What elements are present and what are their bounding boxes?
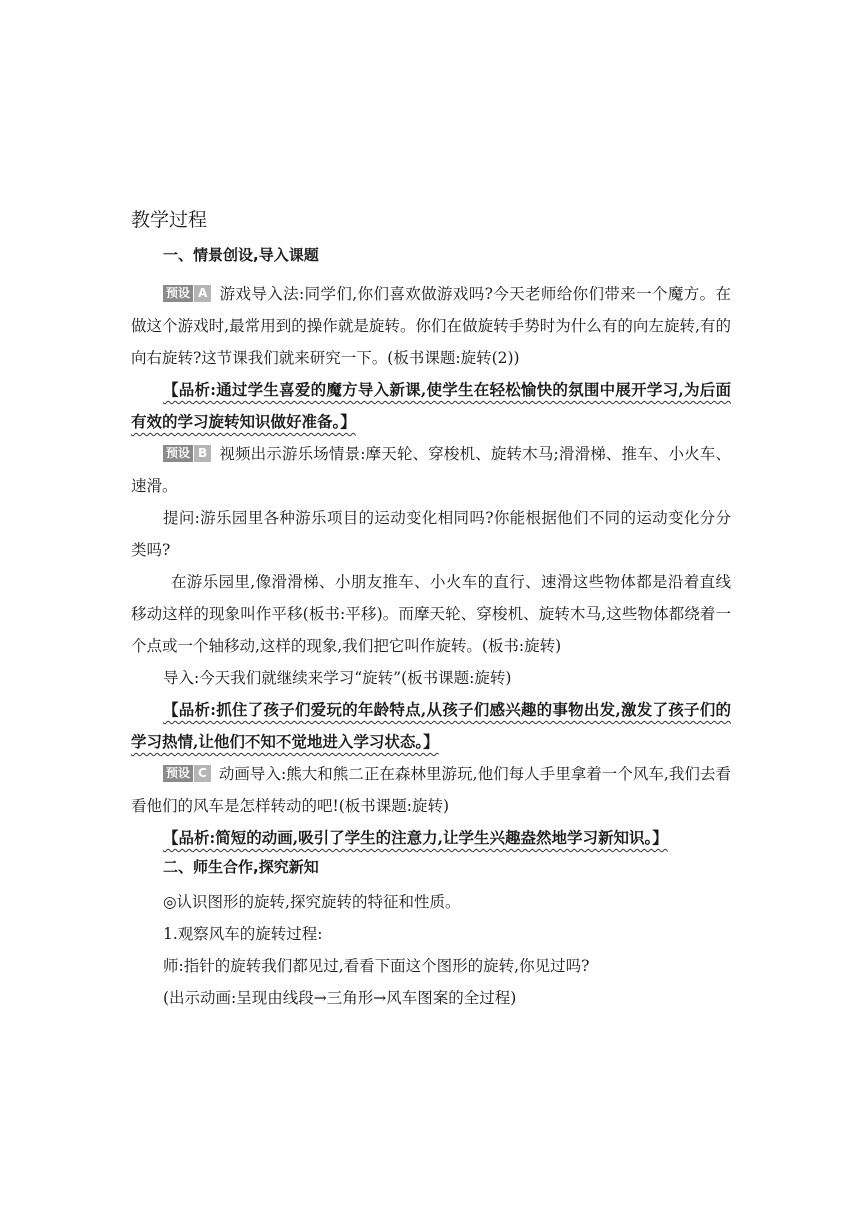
preset-b-badge (163, 445, 211, 462)
preset-c-paragraph (131, 758, 731, 822)
analysis-c-text: 【品析:简短的动画,吸引了学生的注意力,让学生兴趣盎然地学习新知识。】 (163, 828, 668, 847)
teacher-paragraph: 师:指针的旋转我们都见过,看看下面这个图形的旋转,你见过吗? (163, 957, 590, 975)
document-page (131, 206, 731, 1014)
preset-badge-label: 预设 (163, 445, 193, 462)
preset-b-paragraph (131, 438, 731, 502)
page-title: 教学过程 (131, 209, 208, 231)
analysis-c (131, 822, 731, 854)
analysis-b-text: 【品析:抓住了孩子们爱玩的年龄特点,从孩子们感兴趣的事物出发,激发了孩子们的学习热情,让他们不知不觉地进入学习状态。】 (131, 700, 731, 751)
preset-a-badge (163, 285, 211, 302)
preset-badge-label: 预设 (163, 285, 193, 302)
preset-a-paragraph (131, 278, 731, 374)
preset-badge-letter: A (194, 285, 211, 302)
preset-badge-letter: C (194, 765, 211, 782)
section-heading-2: 二、师生合作,探究新知 (163, 858, 319, 876)
analysis-a-text: 【品析:通过学生喜爱的魔方导入新课,使学生在轻松愉快的氛围中展开学习,为后面有效的学习旋转知识做好准备。】 (131, 380, 731, 431)
question-paragraph: 提问:游乐园里各种游乐项目的运动变化相同吗?你能根据他们不同的运动变化分分类吗? (131, 509, 731, 559)
step1-paragraph: 1.观察风车的旋转过程: (163, 925, 323, 943)
analysis-b (131, 694, 731, 758)
point-paragraph: ◎认识图形的旋转,探究旋转的特征和性质。 (163, 893, 461, 911)
intro-paragraph: 导入:今天我们就继续来学习“旋转”(板书课题:旋转) (163, 669, 512, 687)
preset-badge-label: 预设 (163, 765, 193, 782)
show-paragraph: (出示动画:呈现由线段→三角形→风车图案的全过程) (163, 989, 517, 1007)
preset-badge-letter: B (194, 445, 211, 462)
preset-c-badge (163, 765, 211, 782)
analysis-a (131, 374, 731, 438)
preset-c-text: 动画导入:熊大和熊二正在森林里游玩,他们每人手里拿着一个风车,我们去看看他们的风车是怎样转动的吧!(板书课题:旋转) (131, 765, 731, 815)
explain-paragraph: 在游乐园里,像滑滑梯、小朋友推车、小火车的直行、速滑这些物体都是沿着直线移动这样的现象叫作平移(板书:平移)。而摩天轮、穿梭机、旋转木马,这些物体都绕着一个点或一个轴移动,这样的现象,我们把它叫作旋转。(板书:旋转) (131, 573, 731, 655)
section-heading-1: 一、情景创设,导入课题 (163, 246, 319, 264)
preset-a-text: 游戏导入法:同学们,你们喜欢做游戏吗?今天老师给你们带来一个魔方。在做这个游戏时,最常用到的操作就是旋转。你们在做旋转手势时为什么有的向左旋转,有的向右旋转?这节课我们就来研究一下。(板书课题:旋转(2)) (131, 285, 731, 367)
preset-b-text: 视频出示游乐场情景:摩天轮、穿梭机、旋转木马;滑滑梯、推车、小火车、速滑。 (131, 445, 731, 495)
